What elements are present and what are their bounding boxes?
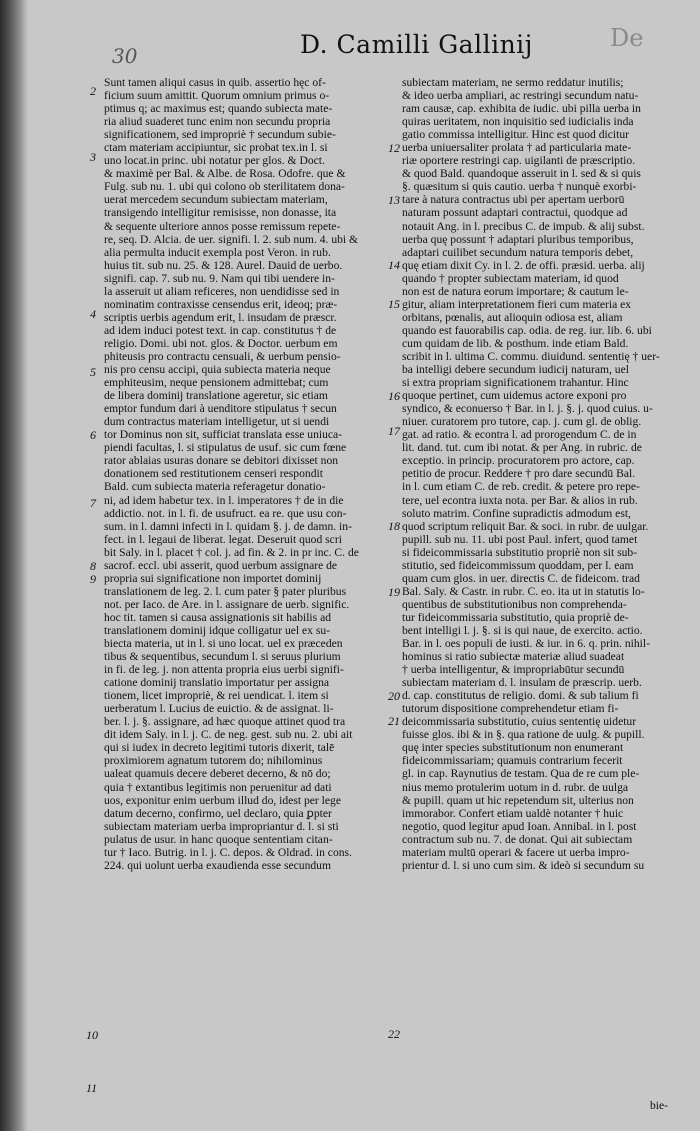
text-line: cum quidam de lib. & posthum. inde etiam Bald. <box>402 336 629 350</box>
text-line: pupill. sub nu. 11. ubi post Paul. infert, quod tamet <box>402 532 638 546</box>
text-line: tur fideicommissaria substitutio, quia propriè de- <box>402 610 629 624</box>
text-line: fect. in l. legaui de liberat. legat. Deseruit quod scri <box>104 532 342 546</box>
text-line: catione dominij translatio importatur per assigna <box>104 676 330 690</box>
text-line: dit idem Saly. in l. j. C. de neg. gest. sub nu. 2. ubi ait <box>104 728 353 742</box>
text-line: deicommissaria substitutio, cuius sententię uidetur <box>402 715 637 729</box>
margin-number: 4 <box>90 307 96 321</box>
text-line: phiteusis pro contractu censuali, & uerbum pensio- <box>104 349 341 363</box>
text-line: quod scriptum reliquit Bar. & soci. in rubr. de uulgar. <box>402 519 649 533</box>
margin-number: 20 <box>388 689 400 703</box>
margin-number: 7 <box>90 496 96 510</box>
text-line: si extra propriam significationem trahantur. Hinc <box>402 376 629 390</box>
text-line: uerat mercedem secundum subiectam materiam, <box>104 193 328 207</box>
text-line: uos, exponitur enim uerbum illud do, idest per lege <box>104 793 341 807</box>
margin-number: 22 <box>388 1027 400 1041</box>
text-line: ram causæ, cap. exhibita de iudic. ubi pilla uerba in <box>402 102 641 116</box>
text-line: tere, uel econtra iuxta nota. per Bar. & alios in rub. <box>402 493 638 507</box>
text-line: syndico, & econuerso † Bar. in l. j. §. j. quod cuius. u- <box>402 402 653 416</box>
margin-number: 13 <box>388 193 400 207</box>
text-line: addictio. not. in l. fi. de usufruct. ea re. que usu con- <box>104 506 347 520</box>
text-line: niuer. curatorem pro tutore, cap. j. cum gl. de oblig. <box>402 415 642 429</box>
text-line: in l. cum etiam C. de reb. credit. & petere pro repe- <box>402 480 640 494</box>
text-line: quiras ueritatem, non inquisitio sed iudicialis inda <box>402 115 634 129</box>
left-text-column <box>104 76 392 872</box>
margin-number: 6 <box>90 428 96 442</box>
text-line: donationem sed restitutionem censeri respondit <box>104 467 323 481</box>
text-line: uerba uniuersaliter prolata † ad particularia mate- <box>402 141 632 155</box>
text-line: bent intelligi l. j. §. si is qui naue, de exercito. actio. <box>402 623 643 637</box>
text-line: quę inter species substitutionum non enumerant <box>402 741 624 755</box>
margin-number: 12 <box>388 141 400 155</box>
text-line: d. cap. constitutus de religio. domi. & sub talium fi <box>402 689 639 703</box>
text-line: tare à natura contractus ubi per apertam uerborū <box>402 193 625 207</box>
text-line: & pupill. quam ut hic repetendum sit, ulterius non <box>402 793 634 807</box>
text-line: ptimus q; ac maximus est; quando subiecta mate- <box>104 102 333 116</box>
text-line: gitur, aliam interpretationem fieri cum materia ex <box>402 297 632 311</box>
text-line: materiam multū operari & facere ut uerba impro- <box>402 845 630 859</box>
margin-number: 15 <box>388 297 400 311</box>
text-line: Bar. in l. oes populi de iusti. & iur. in 6. q. prin. nihil- <box>402 637 650 651</box>
text-line: quam cum glos. in uer. directis C. de fideicom. trad <box>402 571 640 585</box>
text-line: uerberatum l. Lucius de euictio. & de assignat. li- <box>104 702 334 716</box>
text-line: Bal. Saly. & Castr. in rubr. C. eo. ita ut in statutis lo- <box>402 584 645 598</box>
text-line: riæ oportere restringi cap. uigilanti de præscriptio. <box>402 154 636 168</box>
text-line: gl. in cap. Raynutius de testam. Qua de re cum ple- <box>402 767 640 781</box>
text-line: tionem, licet impropriè, & rei uendicat. l. item si <box>104 689 329 703</box>
margin-number: 2 <box>90 84 96 98</box>
text-line: uno locat.in princ. ubi notatur per glos. & Doct. <box>104 154 325 168</box>
text-line: quoque pertinet, cum uidemus actore exponi pro <box>402 389 627 403</box>
text-line: propria sui significatione non importet dominij <box>104 571 322 585</box>
text-line: exceptio. in princip. procuratorem pro actore, cap. <box>402 454 635 468</box>
text-line: immorabor. Confert etiam ualdè notanter † huic <box>402 806 624 820</box>
text-line: sum. in l. damni infecti in l. quidam §. j. de damn. in- <box>104 519 352 533</box>
text-line: prientur d. l. si uno cum sim. & ideò si secundum su <box>402 858 645 872</box>
text-line: nius memo protulerim uotum in d. rubr. de uulga <box>402 780 629 794</box>
text-line: re, seq. D. Alcia. de uer. signifi. l. 2. sub num. 4. ubi & <box>104 232 359 246</box>
text-line: & quod Bald. quandoque asseruit in l. sed & si quis <box>402 167 641 181</box>
text-line: nominatim contraxisse censendus erit, ideoq; præ- <box>104 297 338 311</box>
margin-number: 21 <box>388 714 400 728</box>
text-line: petitio de procur. Reddere † pro dare secundū Bal. <box>402 467 636 481</box>
text-line: Fulg. sub nu. 1. ubi qui colono ob sterilitatem dona- <box>104 180 345 194</box>
text-line: nis pro censu accipi, quia subiecta materia neque <box>104 363 331 377</box>
text-line: quia † extantibus legitimis non peruenitur ad dati <box>104 780 332 794</box>
margin-number: 9 <box>90 572 96 586</box>
text-line: scriptis uerbis agendum erit, l. insudam de præscr. <box>104 310 337 324</box>
margin-number: 3 <box>90 150 96 164</box>
text-line: pulatus de usur. in hanc quoque sententiam citan- <box>104 832 333 846</box>
text-line: & ideo uerba ampliari, ac restringi secundum natu- <box>402 89 639 103</box>
text-line: ad idem induci potest text. in cap. constitutus † de <box>104 323 337 337</box>
text-line: notauit Ang. in l. precibus C. de impub. & alij subst. <box>402 219 645 233</box>
text-line: si fideicommissaria substitutio propriè non sit sub- <box>402 545 638 559</box>
catchword: bie- <box>650 1099 669 1112</box>
text-line: signifi. cap. 7. sub nu. 9. Nam qui tibi uendere in- <box>104 271 335 285</box>
bleed-through-header: De <box>610 24 644 52</box>
text-line: ualeat quamuis decere deberet decerno, & nō do; <box>104 767 331 781</box>
text-line: translationem de leg. 2. l. cum pater § pater pluribus <box>104 584 347 598</box>
text-line: subiectam materiam uerba impropriantur d. l. si sti <box>104 819 339 833</box>
text-line: subiectam materiam, ne sermo reddatur inutilis; <box>402 76 624 89</box>
text-line: tur † Iaco. Butrig. in l. j. C. depos. & Oldrad. in cons. <box>104 845 352 859</box>
text-line: uerba quę possunt † adaptari pluribus temporibus, <box>402 232 634 246</box>
text-line: adaptari cuilibet secundum natura temporis debet, <box>402 245 634 259</box>
text-line: rator ablaias usuras donare se debitori dixisset non <box>104 454 339 468</box>
margin-number: 17 <box>388 424 400 438</box>
page-gutter-shadow <box>0 0 28 1131</box>
folio-number: 30 <box>112 44 138 68</box>
text-line: §. quæsitum si quis cautio. uerba † nunquè exorbi- <box>402 180 637 194</box>
text-line: non est de natura eorum importare; & cautum le- <box>402 284 629 298</box>
text-line: hoc tit. tamen si causa assignationis sit habilis ad <box>104 610 332 624</box>
text-line: ni, ad idem habetur tex. in l. imperatores † de in die <box>104 493 344 507</box>
text-line: alia permulta inducit exempla post Veron. in rub. <box>104 245 331 259</box>
text-line: transigendo intelligitur remisisse, non donasse, ita <box>104 206 337 220</box>
text-line: tutorum dispositione comprehendetur etiam fi- <box>402 702 619 716</box>
text-line: & maximè per Bal. & Albe. de Rosa. Odofre. que & <box>104 167 346 181</box>
text-line: scribit in l. ultima C. commu. diuidund. sententię † uer- <box>402 349 660 363</box>
margin-number: 11 <box>86 1081 98 1095</box>
text-line: ber. l. j. §. assignare, ad hæc quoque attinet quod tra <box>104 715 346 729</box>
text-line: de libera dominij translatione ageretur, sic etiam <box>104 389 328 403</box>
text-line: in fi. de leg. j. non attenta propria eius uerbi signifi- <box>104 663 344 677</box>
text-line: quę etiam dixit Cy. in l. 2. de offi. præsid. uerba. alij <box>402 258 645 272</box>
text-line: ba intelligi debere secundum iudicij naturam, uel <box>402 363 629 377</box>
text-line: religio. Domi. ubi not. glos. & Doctor. uerbum em <box>104 336 338 350</box>
right-text-column <box>402 76 698 872</box>
margin-number: 18 <box>388 519 400 533</box>
text-line: piendi facultas, l. si stipulatus de usuf. sic cum fœne <box>104 441 347 455</box>
text-line: Sunt tamen aliqui casus in quib. assertio hęc of- <box>104 76 326 89</box>
text-line: not. per Iaco. de Are. in l. assignare de uerb. signific. <box>104 597 350 611</box>
text-line: Bald. cum subiecta materia referagetur donatio- <box>104 480 326 494</box>
text-line: ria aliud suaderet tunc enim non secundu propria <box>104 115 331 129</box>
margin-number: 19 <box>388 585 400 599</box>
text-line: dum contractus materiam intelligetur, ut si uendi <box>104 415 330 429</box>
text-line: gat. ad ratio. & econtra l. ad prorogendum C. de in <box>402 428 637 442</box>
text-line: significationem, sed impropriè † secundum subie- <box>104 128 336 142</box>
margin-number: 14 <box>388 258 400 272</box>
text-line: huius tit. sub nu. 25. & 128. Aurel. Dauid de uerbo. <box>104 258 343 272</box>
text-line: contractum sub nu. 7. de donat. Qui ait subiectam <box>402 832 633 846</box>
text-line: subiectam materiam d. l. insulam de præscrip. uerb. <box>402 676 642 690</box>
text-line: ficium suum amittit. Quorum omnium primus o- <box>104 89 330 103</box>
text-line: tibus & sequentibus, secundum l. si seruus plurium <box>104 650 341 664</box>
text-line: datum decerno, confirmo, uel declaro, quia ꝑpter <box>104 806 332 820</box>
text-line: 224. qui uolunt uerba exaudienda esse secundum <box>104 858 331 872</box>
margin-number: 10 <box>86 1028 98 1042</box>
text-line: qui si iudex in decreto legitimi tutoris dixerit, talē <box>104 741 335 755</box>
text-line: orbitans, pœnalis, aut alioquin odiosa est, aliam <box>402 310 623 324</box>
text-line: † uerba intelligentur, & impropriabūtur secundū <box>402 663 625 677</box>
text-line: emphiteusim, neque pensionem admittebat; cum <box>104 376 329 390</box>
text-line: quando est fauorabilis cap. odia. de reg. iur. lib. 6. ubi <box>402 323 652 337</box>
text-line: soluto matrim. Confine supradictis admodum est, <box>402 506 631 520</box>
text-line: stitutio, sed fideicommissum quoddam, per l. eam <box>402 558 634 572</box>
text-line: fuisse glos. ibi & in §. qua ratione de uulg. & pupill. <box>402 728 645 742</box>
text-line: sacrof. eccl. ubi asserit, quod uerbum assignare de <box>104 558 338 572</box>
text-line: fideicommissariam; quamuis contrarium fecerit <box>402 754 623 768</box>
text-line: quentibus de substitutionibus non comprehenda- <box>402 597 627 611</box>
text-line: ctam materiam accipiuntur, sic probat tex.in l. si <box>104 141 328 155</box>
margin-number: 16 <box>388 389 400 403</box>
text-line: hominus si ratio subiectæ materiæ aliud suadeat <box>402 650 625 664</box>
text-line: lit. dand. tut. cum ibi notat. & per Ang. in rubric. de <box>402 441 642 455</box>
text-line: & sequente ulteriore annos posse remissum repete- <box>104 219 341 233</box>
text-line: negotio, quod legitur apud Ioan. Annibal. in l. post <box>402 819 637 833</box>
margin-number: 5 <box>90 365 96 379</box>
text-line: gatio commissa intelligitur. Hinc est quod dicitur <box>402 128 630 142</box>
text-line: quando † propter subiectam materiam, id quod <box>402 271 619 285</box>
text-line: proximiorem agnatum tutorem do; nihilominus <box>104 754 323 768</box>
text-line: biecta materia, ut in l. si uno locat. uel ex præceden <box>104 637 343 651</box>
running-header: D. Camilli Gallinij <box>300 30 533 59</box>
text-line: bit Saly. in l. placet † col. j. ad fin. & 2. in pr inc. C. de <box>104 545 359 559</box>
margin-number: 8 <box>90 559 96 573</box>
text-line: naturam possunt adaptari contractui, quodque ad <box>402 206 628 220</box>
text-line: tor Dominus non sit, sufficiat translata esse uniuca- <box>104 428 343 442</box>
text-line: la asseruit ut aliam reficeres, non uendidisse sed in <box>104 284 340 298</box>
text-line: translationem dominij idque colligatur uel ex su- <box>104 623 331 637</box>
text-line: emptor fundum dari à uenditore stipulatus † secun <box>104 402 337 416</box>
